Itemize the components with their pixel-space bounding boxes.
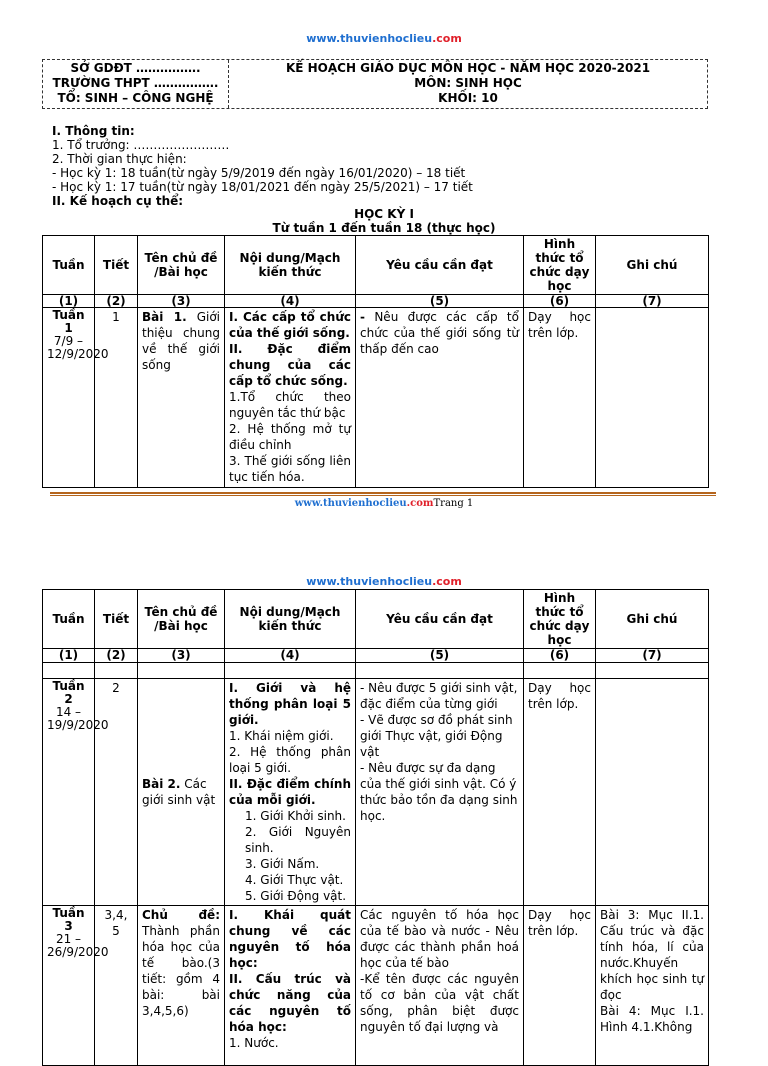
col-number: (3) [138,295,225,308]
lesson-cell: Chủ đề: Thành phần hóa học của tế bào.(3 tiết: gồm 4 bài: bài 3,4,5,6) [138,906,225,1066]
header-period: Tiết [95,236,138,295]
header-lesson: Tên chủ đề /Bài học [138,236,225,295]
content-cell: I. Khái quát chung về các nguyên tố hóa học: II. Cấu trúc và chức năng của các nguyên tố hóa học: 1. Nước. [225,906,356,1066]
week-dates: 7/9 – 12/9/2020 [47,334,109,361]
week-label: Tuần 1 [52,308,85,335]
col-number: (2) [95,295,138,308]
col-number: (4) [225,295,356,308]
col-number: (2) [95,649,138,663]
col-number: (5) [356,649,524,663]
plan-heading: II. Kế hoạch cụ thể: [52,194,184,208]
content-cell: I. Giới và hệ thống phân loại 5 giới. 1. Khái niệm giới. 2. Hệ thống phân loại 5 giới. II. Đặc điểm chính của mỗi giới. 1. Giới Khởi sinh. 2. Giới Nguyên sinh. 3. Giới Nấm. 4. Giới Thực vật. 5. Giới Động vật. [225,679,356,906]
header-week: Tuần [43,236,95,295]
requirements-cell: - Nêu được các cấp tổ chức của thế giới sống từ thấp đến cao [356,308,524,488]
period-cell: 1 [95,308,138,488]
note-cell [596,679,709,906]
lesson-cell: Bài 2. Các giới sinh vật [138,679,225,906]
footer-divider [50,492,716,496]
table-row [43,906,709,1066]
grade-line: KHỐI: 10 [438,91,498,105]
page-number: Trang 1 [433,498,474,509]
semester-title [0,207,768,235]
info-heading: I. Thông tin: [52,124,135,138]
col-number: (3) [138,649,225,663]
requirements-cell: Các nguyên tố hóa học của tế bào và nước - Nêu được các thành phần hoá học của tế bào -Kể tên được các nguyên tố cơ bản của vật chất sống, phân biệt được nguyên tố đại lượng và [356,906,524,1066]
col-number: (1) [43,295,95,308]
content-cell: I. Các cấp tổ chức của thế giới sống. II. Đặc điểm chung của các cấp tổ chức sống. 1.Tổ chức theo nguyên tắc thứ bậc 2. Hệ thống mở tự điều chỉnh 3. Thế giới sống liên tục tiến hóa. [225,308,356,488]
form-cell: Dạy học trên lớp. [524,679,596,906]
header-week: Tuần [43,590,95,649]
lesson-cell: Bài 1. Giới thiệu chung về thế giới sống [138,308,225,488]
header-note: Ghi chú [596,236,709,295]
col-number: (7) [596,295,709,308]
header-lesson: Tên chủ đề /Bài học [138,590,225,649]
plan-table-page1 [42,235,709,488]
header-requirements: Yêu cầu cần đạt [356,236,524,295]
header-requirements: Yêu cầu cần đạt [356,590,524,649]
week-label: Tuần 3 [52,906,85,933]
form-cell: Dạy học trên lớp. [524,308,596,488]
note-cell: Bài 3: Mục II.1. Cấu trúc và đặc tính hóa, lí của nước.Khuyến khích học sinh tự đọc Bài 4: Mục I.1. Hình 4.1.Không [596,906,709,1066]
col-number: (5) [356,295,524,308]
info-line: - Học kỳ 1: 17 tuần(từ ngày 18/01/2021 đến ngày 25/5/2021) – 17 tiết [52,180,473,194]
col-number: (4) [225,649,356,663]
note-cell [596,308,709,488]
group-line: TỔ: SINH – CÔNG NGHỆ [57,91,214,105]
col-number: (7) [596,649,709,663]
header-period: Tiết [95,590,138,649]
empty-row [43,663,709,679]
header-note: Ghi chú [596,590,709,649]
semester-range: Từ tuần 1 đến tuần 18 (thực học) [272,221,496,235]
week-dates: 14 – 19/9/2020 [47,705,109,732]
semester-label: HỌC KỲ I [354,207,414,221]
page-footer: www.thuvienhoclieu.comTrang 1 [294,498,474,509]
site-url-top[interactable]: www.thuvienhoclieu.com [306,32,462,45]
week-dates: 21 – 26/9/2020 [47,932,109,959]
info-line: 1. Tổ trưởng: …………………… [52,138,230,152]
site-url-page2[interactable]: www.thuvienhoclieu.com [306,575,462,588]
document-header [42,59,708,109]
header-form: Hình thức tổ chức dạy học [524,236,596,295]
department-line: SỞ GDĐT ……………. [70,61,201,75]
info-line: - Học kỳ 1: 18 tuần(từ ngày 5/9/2019 đến ngày 16/01/2020) – 18 tiết [52,166,466,180]
col-number: (6) [524,649,596,663]
period-cell: 3,4, 5 [95,906,138,1066]
school-line: TRƯỜNG THPT ……………. [52,76,219,90]
table-row [43,679,709,906]
week-label: Tuần 2 [52,679,85,706]
col-number: (1) [43,649,95,663]
form-cell: Dạy học trên lớp. [524,906,596,1066]
period-cell: 2 [95,679,138,906]
header-content: Nội dung/Mạch kiến thức [225,236,356,295]
plan-table-page2 [42,589,709,1066]
header-content: Nội dung/Mạch kiến thức [225,590,356,649]
plan-title-line: KẾ HOẠCH GIÁO DỤC MÔN HỌC - NĂM HỌC 2020-2021 [285,61,651,75]
school-info [43,60,229,108]
plan-title [229,60,707,108]
requirements-cell: - Nêu được 5 giới sinh vật, đặc điểm của từng giới - Vẽ được sơ đồ phát sinh giới Thực vật, giới Động vật - Nêu được sự đa dạng của thế giới sinh vật. Có ý thức bảo tồn đa dạng sinh học. [356,679,524,906]
header-form: Hình thức tổ chức dạy học [524,590,596,649]
col-number: (6) [524,295,596,308]
table-row [43,308,709,488]
subject-line: MÔN: SINH HỌC [414,76,522,90]
info-section [52,124,712,208]
info-line: 2. Thời gian thực hiện: [52,152,187,166]
